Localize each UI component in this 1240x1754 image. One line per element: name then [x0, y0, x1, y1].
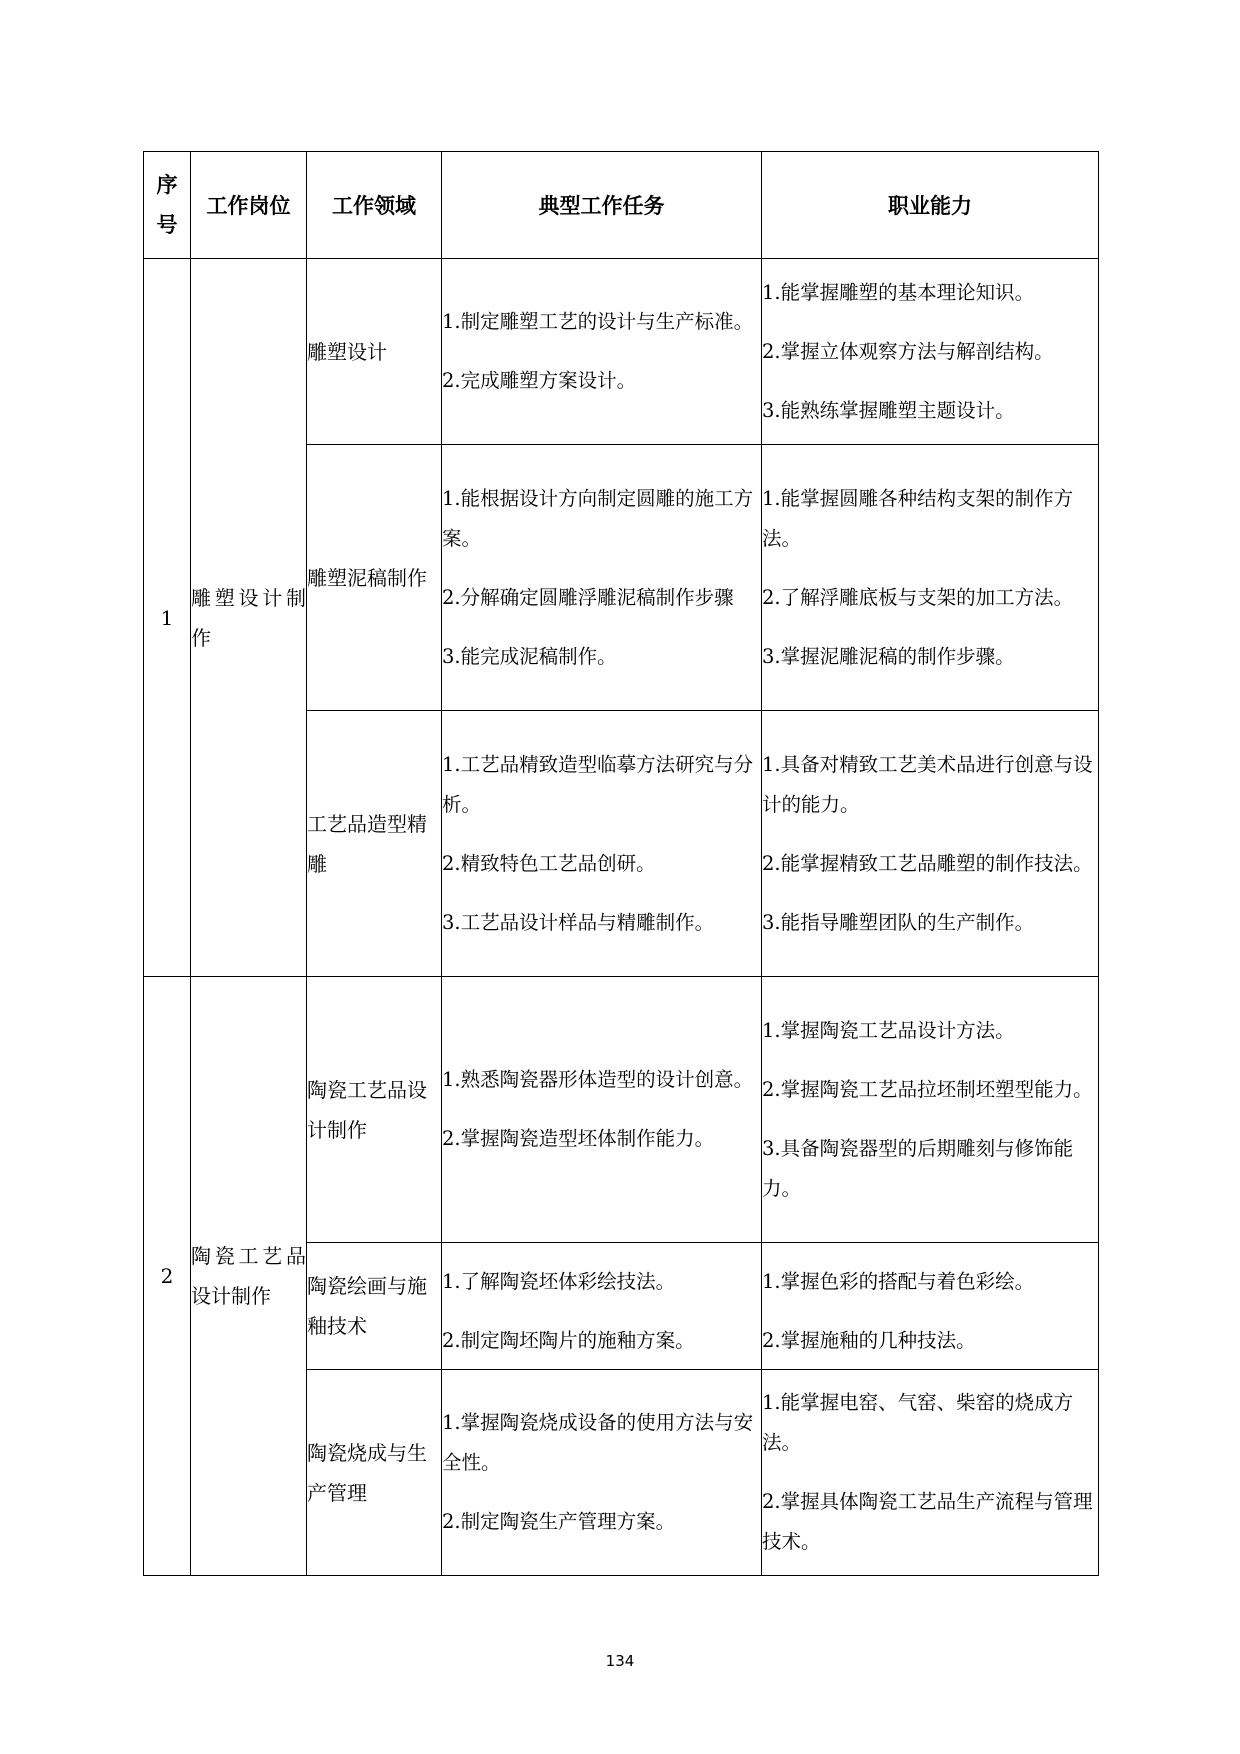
- field-cell: 陶瓷烧成与生产管理: [307, 1370, 442, 1576]
- header-seq-line2: 号: [156, 213, 178, 237]
- ability-item: 2.掌握立体观察方法与解剖结构。: [762, 339, 1054, 363]
- table-row: [144, 977, 1099, 1243]
- task-item: 1.掌握陶瓷烧成设备的使用方法与安全性。: [442, 1411, 754, 1474]
- task-cell: [442, 445, 762, 711]
- task-cell: [442, 711, 762, 977]
- field-cell: 陶瓷绘画与施釉技术: [307, 1243, 442, 1370]
- ability-item: 2.掌握陶瓷工艺品拉坯制坯塑型能力。: [762, 1077, 1093, 1101]
- ability-item: 2.掌握具体陶瓷工艺品生产流程与管理技术。: [762, 1490, 1093, 1553]
- ability-item: 1.能掌握圆雕各种结构支架的制作方法。: [762, 486, 1074, 550]
- ability-item: 3.能熟练掌握雕塑主题设计。: [762, 398, 1015, 422]
- task-item: 2.制定陶坯陶片的施釉方案。: [442, 1328, 695, 1352]
- table-row: [144, 259, 1099, 445]
- ability-cell: [762, 977, 1099, 1243]
- ability-cell: [762, 1370, 1099, 1576]
- task-item: 2.完成雕塑方案设计。: [442, 369, 637, 392]
- position-cell: 雕塑设计制作: [191, 259, 307, 977]
- task-item: 3.工艺品设计样品与精雕制作。: [442, 910, 715, 934]
- header-field: 工作领域: [307, 152, 442, 259]
- ability-cell: [762, 445, 1099, 711]
- ability-item: 2.了解浮雕底板与支架的加工方法。: [762, 585, 1074, 609]
- task-item: 3.能完成泥稿制作。: [442, 644, 617, 668]
- ability-item: 1.能掌握雕塑的基本理论知识。: [762, 280, 1035, 304]
- task-cell: [442, 1370, 762, 1576]
- header-task: 典型工作任务: [442, 152, 762, 259]
- ability-item: 2.掌握施釉的几种技法。: [762, 1328, 976, 1352]
- header-position: 工作岗位: [191, 152, 307, 259]
- task-item: 1.熟悉陶瓷器形体造型的设计创意。: [442, 1068, 754, 1091]
- ability-cell: [762, 711, 1099, 977]
- ability-item: 2.能掌握精致工艺品雕塑的制作技法。: [762, 851, 1093, 875]
- task-cell: [442, 259, 762, 445]
- task-item: 1.能根据设计方向制定圆雕的施工方案。: [442, 486, 754, 550]
- ability-item: 3.能指导雕塑团队的生产制作。: [762, 910, 1035, 934]
- task-item: 2.制定陶瓷生产管理方案。: [442, 1510, 676, 1533]
- field-cell: 雕塑设计: [307, 259, 442, 445]
- page-number: 134: [605, 1652, 635, 1670]
- field-cell: 陶瓷工艺品设计制作: [307, 977, 442, 1243]
- ability-item: 1.掌握色彩的搭配与着色彩绘。: [762, 1269, 1035, 1293]
- task-item: 2.分解确定圆雕浮雕泥稿制作步骤: [442, 585, 734, 609]
- header-seq-line1: 序: [156, 173, 178, 197]
- ability-item: 1.具备对精致工艺美术品进行创意与设计的能力。: [762, 752, 1093, 816]
- task-cell: [442, 1243, 762, 1370]
- position-cell: 陶瓷工艺品设计制作: [191, 977, 307, 1576]
- ability-item: 1.掌握陶瓷工艺品设计方法。: [762, 1018, 1015, 1042]
- ability-item: 3.具备陶瓷器型的后期雕刻与修饰能力。: [762, 1136, 1074, 1200]
- seq-cell: 1: [144, 259, 191, 977]
- ability-cell: [762, 1243, 1099, 1370]
- field-cell: 雕塑泥稿制作: [307, 445, 442, 711]
- task-item: 1.制定雕塑工艺的设计与生产标准。: [442, 310, 754, 333]
- seq-cell: 2: [144, 977, 191, 1576]
- ability-item: 1.能掌握电窑、气窑、柴窑的烧成方法。: [762, 1391, 1074, 1454]
- header-ability: 职业能力: [762, 152, 1099, 259]
- header-seq: [144, 152, 191, 259]
- field-cell: 工艺品造型精雕: [307, 711, 442, 977]
- occupation-table: [143, 151, 1099, 1576]
- task-cell: [442, 977, 762, 1243]
- table-header-row: [144, 152, 1099, 259]
- task-item: 2.掌握陶瓷造型坯体制作能力。: [442, 1127, 715, 1150]
- ability-cell: [762, 259, 1099, 445]
- task-item: 2.精致特色工艺品创研。: [442, 851, 656, 875]
- task-item: 1.了解陶瓷坯体彩绘技法。: [442, 1269, 676, 1293]
- task-item: 1.工艺品精致造型临摹方法研究与分析。: [442, 752, 754, 816]
- ability-item: 3.掌握泥雕泥稿的制作步骤。: [762, 644, 1015, 668]
